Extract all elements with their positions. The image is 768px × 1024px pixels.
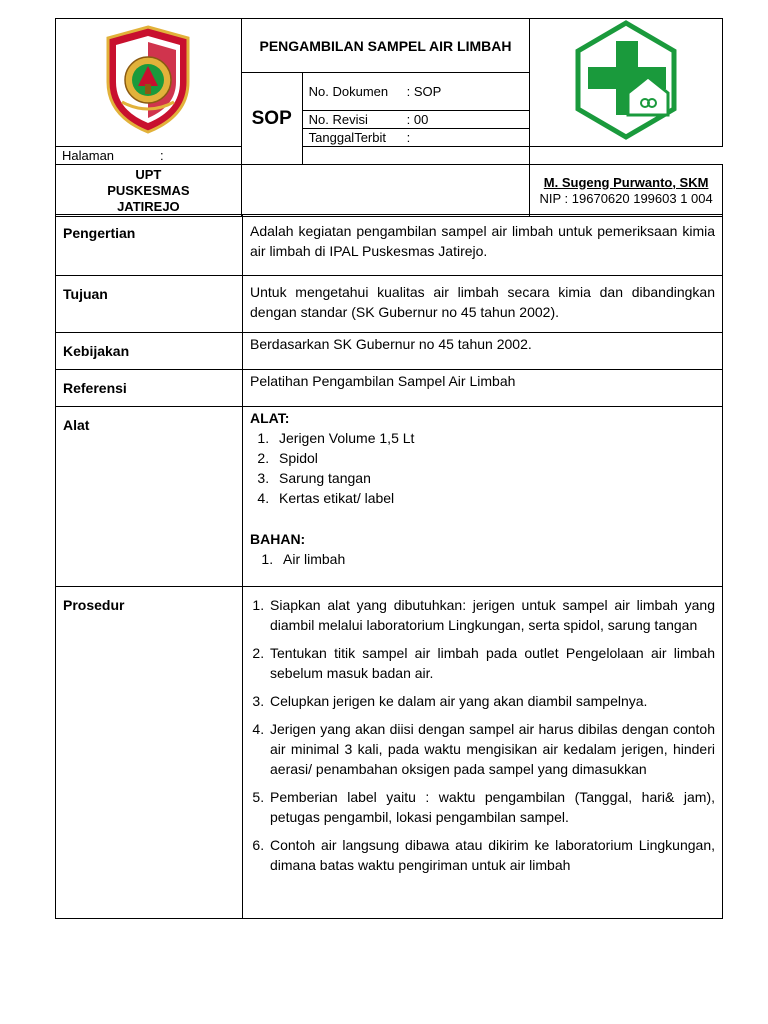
row-pengertian [56,215,723,276]
bahan-list [277,549,715,569]
empty-cell [241,165,530,217]
alat-heading: ALAT: [250,410,290,426]
header-table [55,18,723,217]
meta-halaman: Halaman : [56,147,242,165]
meta-no-revisi: No. Revisi : 00 [302,111,530,129]
text-pengertian: Adalah kegiatan pengambilan sampel air limbah untuk pemeriksaan kimia air limbah di IPAL Puskesmas Jatirejo. [243,215,723,276]
list-item: 2. Tentukan titik sampel air limbah pada outlet Pengelolaan air limbah sebelum masuk badan air. [268,643,715,683]
puskesmas-logo-icon [572,19,680,141]
list-item: 5. Pemberian label yaitu : waktu pengambilan (Tanggal, hari& jam), petugas pengambil, lokasi pengambilan sampel. [268,787,715,827]
row-kebijakan [56,333,723,370]
row-tujuan [56,276,723,333]
district-emblem-icon [102,24,194,136]
organization-name: UPT PUSKESMAS JATIREJO [56,165,242,217]
list-item: 1. Siapkan alat yang dibutuhkan: jerigen untuk sampel air limbah yang diambil melalui laboratorium Lingkungan, serta spidol, sarung tangan [268,595,715,635]
sop-label: SOP [241,73,302,165]
list-item: 4. Jerigen yang akan diisi dengan sampel air harus dibilas dengan contoh air minimal 3 kali, pada waktu mengisikan air kedalam jerigen, hinderi aerasi/ penambahan oksigen pada sampel yang dimasukkan [268,719,715,779]
list-item: 6. Contoh air langsung dibawa atau dikirim ke laboratorium Lingkungan, dimana batas waktu pengiriman untuk air limbah [268,835,715,875]
puskesmas-logo-cell [530,19,723,147]
row-alat [56,407,723,587]
list-item: 1. Air limbah [277,549,715,569]
prosedur-content [243,587,723,919]
label-kebijakan: Kebijakan [56,333,243,370]
document-title: PENGAMBILAN SAMPEL AIR LIMBAH [241,19,530,73]
bahan-heading: BAHAN: [250,531,306,547]
sop-content-table [55,214,723,919]
alat-content [243,407,723,587]
row-prosedur [56,587,723,919]
alat-list [273,428,715,508]
text-referensi: Pelatihan Pengambilan Sampel Air Limbah [243,370,723,407]
row-referensi [56,370,723,407]
text-tujuan: Untuk mengetahui kualitas air limbah secara kimia dan dibandingkan dengan standar (SK Gubernur no 45 tahun 2002). [243,276,723,333]
list-item: 3. Sarung tangan [273,468,715,488]
label-prosedur: Prosedur [56,587,243,919]
prosedur-list [268,595,715,875]
meta-no-dokumen: No. Dokumen : SOP [302,73,530,111]
text-kebijakan: Berdasarkan SK Gubernur no 45 tahun 2002. [243,333,723,370]
label-alat: Alat [56,407,243,587]
district-logo-cell [56,19,242,147]
signer-block [530,165,723,217]
meta-tanggal-terbit: TanggalTerbit : [302,129,530,147]
list-item: 4. Kertas etikat/ label [273,488,715,508]
list-item: 1. Jerigen Volume 1,5 Lt [273,428,715,448]
signer-name: M. Sugeng Purwanto, SKM [543,174,709,190]
label-tujuan: Tujuan [56,276,243,333]
signer-nip: NIP : 19670620 199603 1 004 [539,190,713,206]
label-pengertian: Pengertian [56,215,243,276]
list-item: 3. Celupkan jerigen ke dalam air yang akan diambil sampelnya. [268,691,715,711]
list-item: 2. Spidol [273,448,715,468]
label-referensi: Referensi [56,370,243,407]
